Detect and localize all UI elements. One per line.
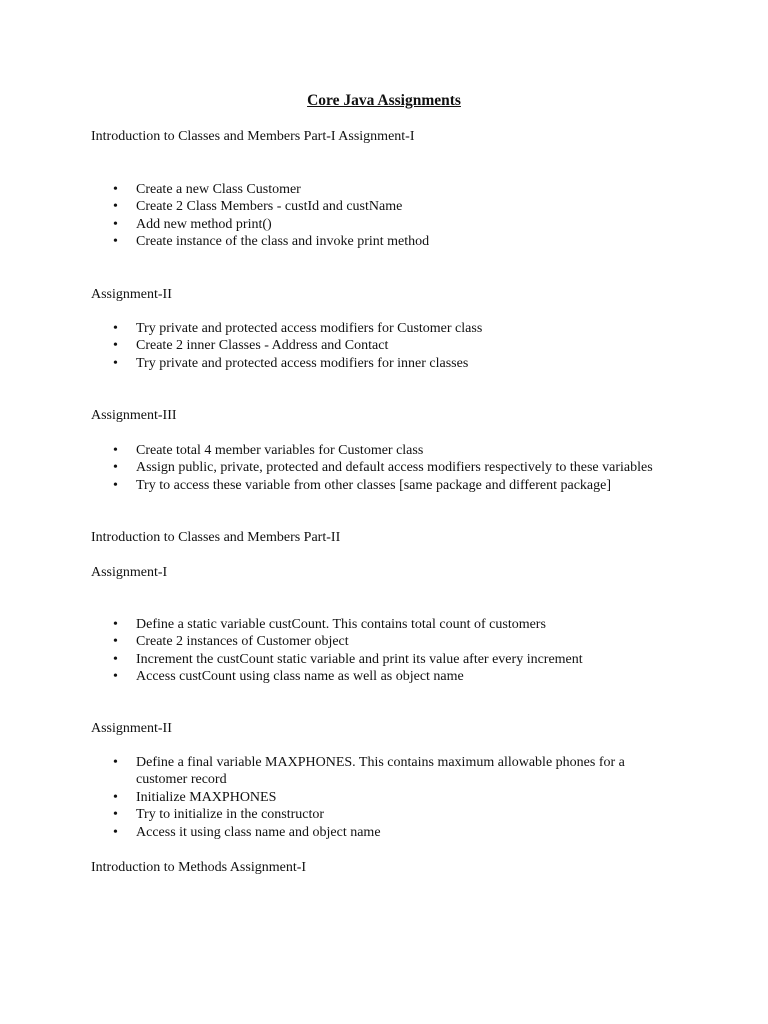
section-heading: Introduction to Methods Assignment-I: [91, 860, 307, 875]
list-item-text: Create 2 inner Classes - Address and Contact: [136, 338, 389, 354]
bullet-icon: •: [113, 443, 118, 458]
bullet-icon: •: [113, 789, 118, 805]
list-item-text: Assign public, private, protected and default access modifiers respectively to these variables: [136, 460, 653, 476]
list-item: [0, 216, 768, 233]
list-item-text: Create a new Class Customer: [136, 182, 301, 197]
list-item: [0, 337, 768, 354]
bullet-icon: •: [113, 651, 118, 667]
section-heading: Assignment-III: [91, 408, 177, 423]
list-item-text: Try to access these variable from other classes [same package and different package]: [136, 477, 612, 493]
list-item: [0, 233, 768, 250]
section-heading: Assignment-II: [91, 287, 172, 302]
list-item: [0, 824, 768, 841]
bullet-icon: •: [113, 199, 118, 215]
list-item-text: Try private and protected access modifiers for inner classes: [136, 355, 469, 371]
list-item-text: Define a static variable custCount. This contains total count of customers: [136, 617, 546, 632]
list-item-text: Increment the custCount static variable and print its value after every increment: [136, 651, 583, 667]
bullet-icon: •: [113, 460, 118, 476]
bullet-list: [0, 754, 768, 841]
bullet-list: [0, 320, 768, 372]
list-item: [0, 181, 768, 198]
list-item-text: Access custCount using class name as well as object name: [136, 669, 464, 685]
list-item: [0, 633, 768, 650]
section-heading: Introduction to Classes and Members Part-I Assignment-I: [91, 129, 415, 144]
list-item: [0, 651, 768, 668]
list-item: [0, 789, 768, 806]
list-item: [0, 477, 768, 494]
list-item: [0, 198, 768, 215]
list-item: [0, 355, 768, 372]
list-item-text: Access it using class name and object name: [136, 824, 381, 840]
list-item: [0, 806, 768, 823]
list-item: [0, 754, 768, 789]
list-item-text: Initialize MAXPHONES: [136, 789, 277, 805]
bullet-icon: •: [113, 824, 118, 840]
list-item-text: Create instance of the class and invoke print method: [136, 234, 430, 250]
list-item-text: Create total 4 member variables for Customer class: [136, 443, 424, 458]
bullet-icon: •: [113, 477, 118, 493]
list-item-text: Define a final variable MAXPHONES. This contains maximum allowable phones for a customer record: [136, 755, 625, 788]
bullet-list: [0, 442, 768, 494]
bullet-icon: •: [113, 234, 118, 250]
bullet-list: [0, 616, 768, 686]
bullet-icon: •: [113, 634, 118, 650]
section-heading: Assignment-I: [91, 565, 168, 580]
list-item: [0, 668, 768, 685]
bullet-icon: •: [113, 355, 118, 371]
section-heading: Assignment-II: [91, 721, 172, 736]
list-item: [0, 320, 768, 337]
section-heading: Introduction to Classes and Members Part-II: [91, 530, 341, 545]
bullet-icon: •: [113, 338, 118, 354]
bullet-icon: •: [113, 807, 118, 823]
bullet-list: [0, 181, 768, 251]
list-item: [0, 459, 768, 476]
list-item-text: Create 2 Class Members - custId and custName: [136, 199, 403, 215]
list-item-text: Try private and protected access modifiers for Customer class: [136, 321, 483, 336]
bullet-icon: •: [113, 321, 118, 336]
list-item-text: Try to initialize in the constructor: [136, 807, 325, 823]
bullet-icon: •: [113, 755, 118, 770]
bullet-icon: •: [113, 617, 118, 632]
bullet-icon: •: [113, 182, 118, 197]
list-item-text: Create 2 instances of Customer object: [136, 634, 349, 650]
bullet-icon: •: [113, 669, 118, 685]
list-item: [0, 616, 768, 633]
list-item: [0, 442, 768, 459]
bullet-icon: •: [113, 216, 118, 232]
document-title: Core Java Assignments: [307, 92, 461, 109]
list-item-text: Add new method print(): [136, 216, 272, 232]
